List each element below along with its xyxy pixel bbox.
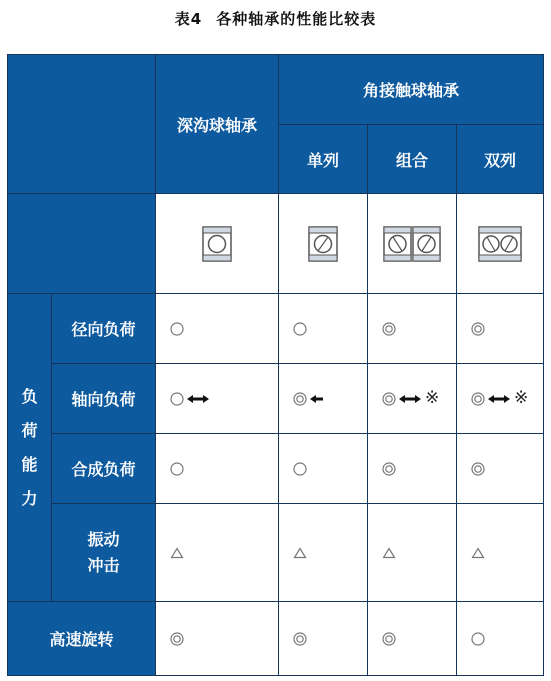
double-arrow-icon (488, 394, 510, 404)
header-deep-groove (155, 54, 279, 194)
rating-mark (382, 462, 396, 476)
row-header-vibration (51, 503, 156, 602)
left-arrow-icon (310, 394, 323, 404)
double-circle-icon (382, 632, 396, 646)
table-number: 表4 (174, 10, 203, 28)
diagram-row-header (7, 193, 156, 294)
rating-cell-vibration (155, 503, 279, 602)
rating-mark (293, 546, 307, 560)
triangle-icon (382, 546, 396, 560)
rating-cell-radial (155, 293, 279, 364)
row-header-combined (51, 433, 156, 504)
angular-single-bearing-icon (308, 226, 338, 262)
circle-icon (170, 462, 184, 476)
rating-mark (293, 322, 307, 336)
rating-cell-vibration (367, 503, 457, 602)
rating-mark (170, 632, 184, 646)
rating-cell-axial (278, 363, 368, 434)
triangle-icon (293, 546, 307, 560)
row-header-high-speed (7, 601, 156, 676)
rating-mark (293, 632, 307, 646)
rating-cell-high_speed (367, 601, 457, 676)
double-arrow-icon (399, 394, 421, 404)
double-circle-icon (471, 392, 485, 406)
rating-mark (293, 392, 323, 406)
header-double (456, 124, 544, 194)
rating-mark (293, 462, 307, 476)
angular-double-bearing-icon (478, 226, 522, 262)
rating-cell-high_speed (155, 601, 279, 676)
row-header-radial (51, 293, 156, 364)
rating-mark (471, 462, 485, 476)
table-title: 各种轴承的性能比较表 (216, 10, 377, 28)
rating-cell-radial (456, 293, 544, 364)
table-caption (0, 8, 551, 29)
header-angular-contact (278, 54, 544, 125)
double-circle-icon (170, 632, 184, 646)
row-label-vibration: 振动 (87, 529, 120, 549)
diagram-single (278, 193, 368, 294)
double-circle-icon (382, 392, 396, 406)
corner-header-cell (7, 54, 156, 194)
rating-mark (471, 322, 485, 336)
group-label-char: 力 (21, 488, 38, 508)
header-angular-contact-label: 角接触球轴承 (362, 81, 459, 100)
diagram-double (456, 193, 544, 294)
rating-cell-combined (456, 433, 544, 504)
rating-cell-combined (278, 433, 368, 504)
rating-cell-combined (155, 433, 279, 504)
row-label-axial: 轴向负荷 (71, 390, 136, 409)
diagram-deep-groove (155, 193, 279, 294)
header-combined (367, 124, 457, 194)
row-label-radial: 径向负荷 (71, 320, 136, 339)
reference-mark: ※ (514, 388, 529, 408)
bearing-comparison-table (7, 54, 544, 676)
circle-icon (170, 392, 184, 406)
triangle-icon (170, 546, 184, 560)
rating-mark (382, 632, 396, 646)
circle-icon (293, 462, 307, 476)
rating-cell-high_speed (278, 601, 368, 676)
row-header-axial (51, 363, 156, 434)
row-label-impact: 冲击 (87, 555, 120, 575)
rating-mark (382, 322, 396, 336)
rating-cell-axial (456, 363, 544, 434)
row-label-combined: 合成负荷 (71, 460, 136, 479)
group-label-char: 负 (21, 386, 38, 406)
rating-mark (170, 546, 184, 560)
rating-mark (471, 390, 528, 407)
rating-mark (382, 546, 396, 560)
rating-mark (471, 632, 485, 646)
header-single-label: 单列 (306, 150, 339, 170)
rating-cell-combined (367, 433, 457, 504)
header-double-label: 双列 (483, 150, 516, 170)
triangle-icon (471, 546, 485, 560)
rating-mark (170, 392, 209, 406)
circle-icon (293, 322, 307, 336)
header-single (278, 124, 368, 194)
rating-cell-radial (278, 293, 368, 364)
double-arrow-icon (187, 394, 209, 404)
circle-icon (170, 322, 184, 336)
rating-mark (170, 462, 184, 476)
rating-cell-vibration (278, 503, 368, 602)
load-capacity-group (7, 293, 52, 602)
group-label-char: 能 (21, 454, 38, 474)
double-circle-icon (471, 322, 485, 336)
double-circle-icon (293, 392, 307, 406)
rating-mark (471, 546, 485, 560)
double-circle-icon (293, 632, 307, 646)
circle-icon (471, 632, 485, 646)
rating-cell-axial (155, 363, 279, 434)
angular-combined-bearing-icon (383, 226, 441, 262)
double-circle-icon (382, 322, 396, 336)
header-deep-groove-label: 深沟球轴承 (176, 115, 257, 135)
double-circle-icon (382, 462, 396, 476)
rating-mark (170, 322, 184, 336)
rating-mark (382, 390, 439, 407)
header-combined-label: 组合 (395, 150, 428, 170)
diagram-combined (367, 193, 457, 294)
rating-cell-axial (367, 363, 457, 434)
double-circle-icon (471, 462, 485, 476)
rating-cell-radial (367, 293, 457, 364)
rating-cell-vibration (456, 503, 544, 602)
reference-mark: ※ (425, 388, 440, 408)
rating-cell-high_speed (456, 601, 544, 676)
row-label-high-speed: 高速旋转 (49, 630, 114, 649)
deep-groove-bearing-icon (202, 226, 232, 262)
group-label-char: 荷 (21, 420, 38, 440)
